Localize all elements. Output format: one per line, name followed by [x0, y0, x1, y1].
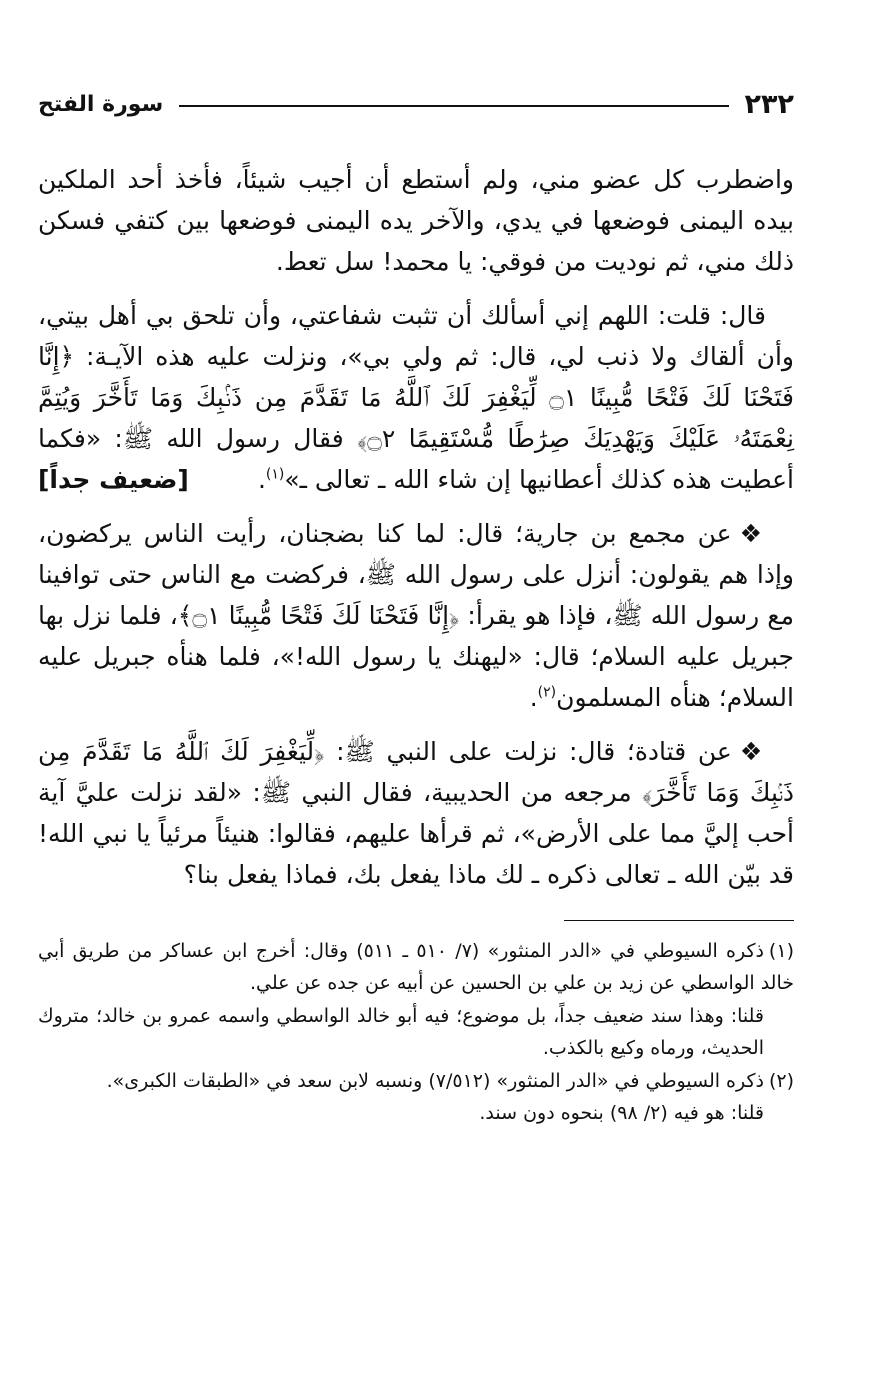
footnote-text: ذكره السيوطي في «الدر المنثور» (٧/٥١٢) ونسبه لابن سعد في «الطبقات الكبرى».: [106, 1069, 764, 1092]
book-page: [38, 84, 794, 1130]
diamond-bullet-icon: ❖: [739, 737, 766, 767]
paragraph-2-tail: .: [257, 464, 266, 494]
page-header: [38, 84, 794, 124]
footnote-text: ذكره السيوطي في «الدر المنثور» (٧/ ٥١٠ ـ ٥١١) وقال: أخرج ابن عساكر من طريق أبي خالد الواسطي عن زيد بن علي بن الحسين عن أبيه عن جده عن علي.: [38, 939, 794, 995]
footnote-separator: [564, 920, 794, 921]
footnote-ref-2: (٢): [537, 684, 557, 701]
header-rule: [179, 105, 728, 107]
footnote-number: (٢): [768, 1069, 794, 1092]
footnotes: [38, 935, 794, 1130]
paragraph-1-text: واضطرب كل عضو مني، ولم أستطع أن أجيب شيئاً، فأخذ أحد الملكين بيده اليمنى فوضعها في يدي، والآخر يده اليمنى فوضعها بين كتفي فسكن ذلك مني، ثم نوديت من فوقي: يا محمد! سل تعط.: [38, 165, 794, 276]
page-number: ٢٣٢: [744, 88, 794, 120]
grade-label: [ضعيف جداً]: [38, 464, 189, 494]
diamond-bullet-icon: ❖: [739, 519, 766, 549]
footnote-1-comment: [38, 1000, 794, 1065]
paragraph-3: [38, 514, 794, 718]
paragraph-3-tail: .: [529, 682, 538, 712]
paragraph-3-text: عن مجمع بن جارية؛ قال: لما كنا بضجنان، رأيت الناس يركضون، وإذا هم يقولون: أنزل على رسول الله ﷺ، فركضت مع الناس حتى توافينا مع رسول الله ﷺ، فإذا هو يقرأ: ﴿إِنَّا فَتَحْنَا لَكَ فَتْحًا مُّبِينًا ۝١﴾، فلما نزل بها جبريل عليه السلام؛ قال: «ليهنك يا رسول الله!»، فلما هنأه جبريل عليه السلام؛ هنأه المسلمون: [38, 519, 794, 712]
footnote-ref-1: (١): [265, 466, 285, 483]
footnote-number: (١): [768, 939, 794, 962]
paragraph-1: [38, 160, 794, 282]
paragraph-4: [38, 732, 794, 895]
footnote-2: [38, 1065, 794, 1098]
footnote-text: قلنا: هو فيه (٢/ ٩٨) بنحوه دون سند.: [479, 1102, 764, 1125]
footnote-2-comment: [38, 1097, 794, 1130]
surah-title: سورة الفتح: [38, 91, 164, 117]
footnote-text: قلنا: وهذا سند ضعيف جداً، بل موضوع؛ فيه أبو خالد الواسطي واسمه عمرو بن خالد؛ متروك الحديث، ورماه وكيع بالكذب.: [38, 1004, 764, 1060]
paragraph-2: [38, 296, 794, 500]
paragraph-4-text: عن قتادة؛ قال: نزلت على النبي ﷺ: ﴿لِّيَغْفِرَ لَكَ ٱللَّهُ مَا تَقَدَّمَ مِن ذَنۢبِكَ وَمَا تَأَخَّرَ﴾ مرجعه من الحديبية، فقال النبي ﷺ: «لقد نزلت عليَّ آية أحب إليَّ مما على الأرض»، ثم قرأها عليهم، فقالوا: هنيئاً مرئياً يا نبي الله! قد بيّن الله ـ تعالى ذكره ـ لك ماذا يفعل بك، فماذا يفعل بنا؟: [38, 737, 794, 889]
main-text: [38, 160, 794, 896]
paragraph-2-text: قال: قلت: اللهم إني أسألك أن تثبت شفاعتي، وأن تلحق بي أهل بيتي، وأن ألقاك ولا ذنب لي، قال: ثم ولي بي»، ونزلت عليه هذه الآيـة: ﴿إِنَّا فَتَحْنَا لَكَ فَتْحًا مُّبِينًا ۝١ لِّيَغْفِرَ لَكَ ٱللَّهُ مَا تَقَدَّمَ مِن ذَنۢبِكَ وَمَا تَأَخَّرَ وَيُتِمَّ نِعْمَتَهُۥ عَلَيْكَ وَيَهْدِيَكَ صِرَٰطًا مُّسْتَقِيمًا ۝٢﴾ فقال رسول الله ﷺ: «فكما أعطيت هذه كذلك أعطانيها إن شاء الله ـ تعالى ـ»: [38, 301, 795, 494]
footnote-1: [38, 935, 794, 1000]
